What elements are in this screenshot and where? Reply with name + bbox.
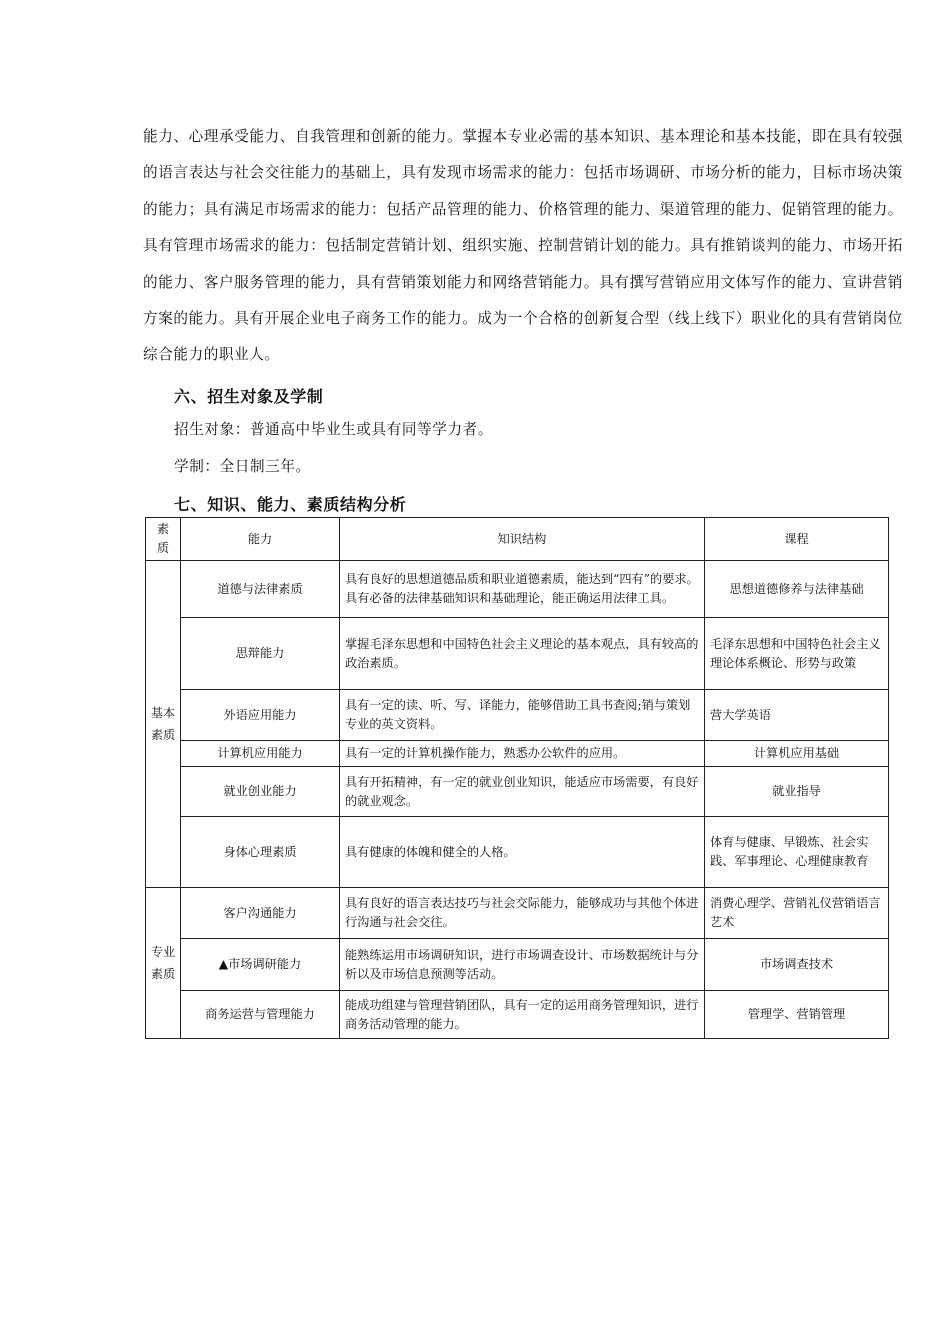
ability-cell: 计算机应用能力 bbox=[181, 741, 340, 767]
ability-cell: 身体心理素质 bbox=[181, 817, 340, 888]
course-cell: 市场调查技术 bbox=[705, 939, 889, 991]
ability-cell: 就业创业能力 bbox=[181, 767, 340, 817]
category-professional bbox=[146, 888, 181, 1039]
category-basic-label: 基本素质 bbox=[150, 706, 176, 742]
course-cell: 计算机应用基础 bbox=[705, 741, 889, 767]
header-knowledge: 知识结构 bbox=[340, 518, 705, 561]
table-row bbox=[146, 939, 889, 991]
category-basic bbox=[146, 561, 181, 888]
header-ability: 能力 bbox=[181, 518, 340, 561]
ability-cell: 外语应用能力 bbox=[181, 690, 340, 741]
course-cell: 毛泽东思想和中国特色社会主义理论体系概论、形势与政策 bbox=[705, 618, 889, 690]
ability-cell: 道德与法律素质 bbox=[181, 561, 340, 618]
ability-cell: ▲市场调研能力 bbox=[181, 939, 340, 991]
knowledge-cell: 掌握毛泽东思想和中国特色社会主义理论的基本观点，具有较高的政治素质。 bbox=[340, 618, 705, 690]
course-cell: 消费心理学、营销礼仪营销语言艺术 bbox=[705, 888, 889, 939]
knowledge-cell: 具有开拓精神，有一定的就业创业知识，能适应市场需要，有良好的就业观念。 bbox=[340, 767, 705, 817]
header-quality: 素质 bbox=[146, 518, 181, 561]
table-row bbox=[146, 690, 889, 741]
course-cell: 体育与健康、早锻炼、社会实践、军事理论、心理健康教育 bbox=[705, 817, 889, 888]
structure-table bbox=[145, 517, 889, 1039]
duration-line: 学制：全日制三年。 bbox=[174, 458, 311, 475]
ability-cell: 商务运营与管理能力 bbox=[181, 991, 340, 1039]
knowledge-cell: 具有一定的读、听、写、译能力，能够借助工具书查阅;销与策划专业的英文资料。 bbox=[340, 690, 705, 741]
header-course: 课程 bbox=[705, 518, 889, 561]
enrollment-line: 招生对象：普通高中毕业生或具有同等学力者。 bbox=[174, 421, 494, 438]
section7-heading: 七、知识、能力、素质结构分析 bbox=[174, 495, 407, 514]
table-row bbox=[146, 561, 889, 618]
course-cell: 营大学英语 bbox=[705, 690, 889, 741]
knowledge-cell: 具有健康的体魄和健全的人格。 bbox=[340, 817, 705, 888]
table-row bbox=[146, 741, 889, 767]
category-professional-label: 专业素质 bbox=[150, 945, 176, 981]
course-cell: 管理学、营销管理 bbox=[705, 991, 889, 1039]
table-header-row bbox=[146, 518, 889, 561]
knowledge-cell: 具有良好的语言表达技巧与社会交际能力，能够成功与其他个体进行沟通与社会交往。 bbox=[340, 888, 705, 939]
table-row bbox=[146, 767, 889, 817]
table-row bbox=[146, 618, 889, 690]
ability-cell: 思辩能力 bbox=[181, 618, 340, 690]
knowledge-cell: 能成功组建与管理营销团队，具有一定的运用商务管理知识，进行商务活动管理的能力。 bbox=[340, 991, 705, 1039]
table-row bbox=[146, 991, 889, 1039]
knowledge-cell: 能熟练运用市场调研知识，进行市场调查设计、市场数据统计与分析以及市场信息预测等活动。 bbox=[340, 939, 705, 991]
section6-heading: 六、招生对象及学制 bbox=[174, 387, 324, 406]
knowledge-cell: 具有一定的计算机操作能力，熟悉办公软件的应用。 bbox=[340, 741, 705, 767]
table-row bbox=[146, 817, 889, 888]
intro-paragraph: 能力、心理承受能力、自我管理和创新的能力。掌握本专业必需的基本知识、基本理论和基本技能，即在具有较强的语言表达与社会交往能力的基础上，具有发现市场需求的能力：包括市场调研、市场分析的能力，目标市场决策的能力；具有满足市场需求的能力：包括产品管理的能力、价格管理的能力、渠道管理的能力、促销管理的能力。具有管理市场需求的能力：包括制定营销计划、组织实施、控制营销计划的能力。具有推销谈判的能力、市场开拓的能力、客户服务管理的能力，具有营销策划能力和网络营销能力。具有撰写营销应用文体写作的能力、宣讲营销方案的能力。具有开展企业电子商务工作的能力。成为一个合格的创新复合型（线上线下）职业化的具有营销岗位综合能力的职业人。 bbox=[143, 128, 903, 364]
course-cell: 就业指导 bbox=[705, 767, 889, 817]
ability-cell: 客户沟通能力 bbox=[181, 888, 340, 939]
course-cell: 思想道德修养与法律基础 bbox=[705, 561, 889, 618]
knowledge-cell: 具有良好的思想道德品质和职业道德素质，能达到“四有”的要求。具有必备的法律基础知识和基础理论，能正确运用法律工具。 bbox=[340, 561, 705, 618]
table-row bbox=[146, 888, 889, 939]
